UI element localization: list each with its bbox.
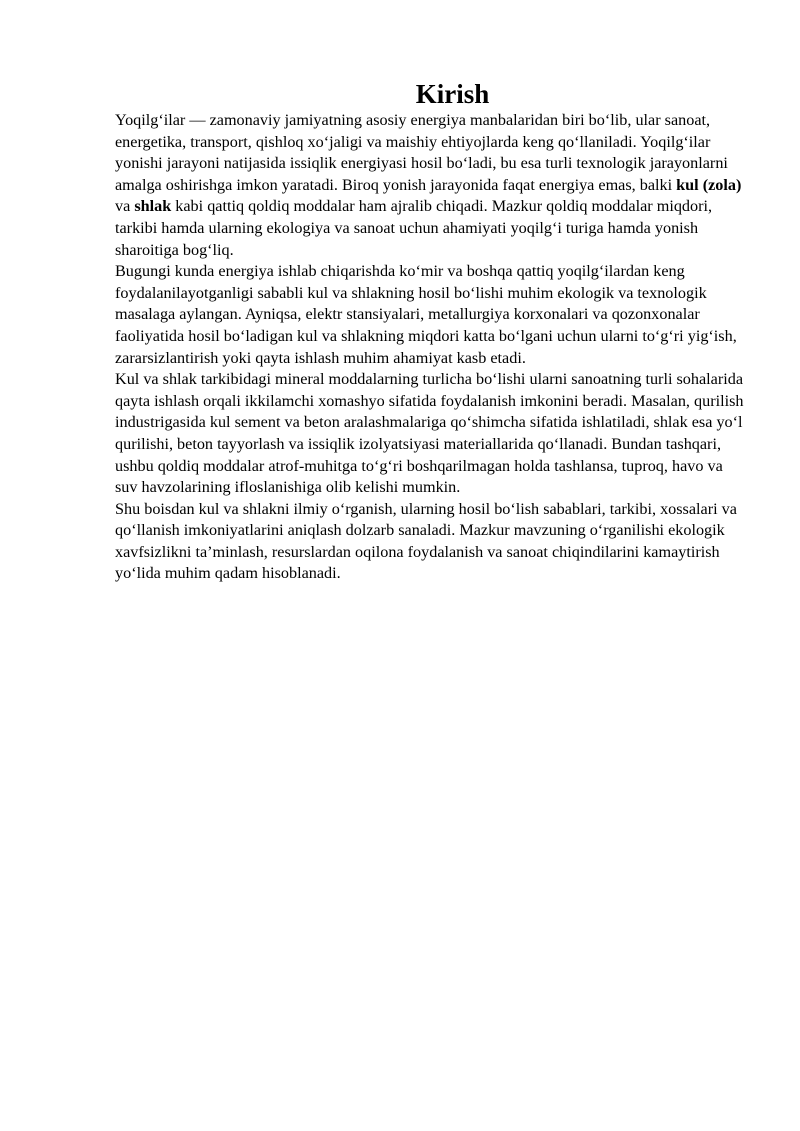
paragraph-1-text-c: kabi qattiq qoldiq moddalar ham ajralib chiqadi. Mazkur qoldiq moddalar miqdori, tarkibi hamda ularning ekologiya va sanoat uchun ahamiyati yoqilg‘i turiga hamda yonish sharoitiga bog‘liq. (115, 197, 713, 259)
paragraph-1 (115, 110, 745, 261)
page-title: Kirish (415, 79, 490, 109)
paragraph-2: Bugungi kunda energiya ishlab chiqarishda ko‘mir va boshqa qattiq yoqilg‘ilardan keng foydalanilayotganligi sababli kul va shlakning hosil bo‘lishi muhim ekologik va texnologik masalaga aylangan. Ayniqsa, elektr stansiyalari, metallurgiya korxonalari va qozonxonalar faoliyatida hosil bo‘ladigan kul va shlakning miqdori katta bo‘lgani uchun ularni to‘g‘ri yig‘ish, zararsizlantirish yoki qayta ishlash muhim ahamiyat kasb etadi. (115, 262, 737, 367)
bold-term-shlak: shlak (134, 197, 172, 216)
paragraph-1-text-a: Yoqilg‘ilar — zamonaviy jamiyatning asosiy energiya manbalaridan biri bo‘lib, ular sanoat, energetika, transport, qishloq xo‘jaligi va maishiy ehtiyojlarda keng qo‘llaniladi. Yoqilg‘ilar yonishi jarayoni natijasida issiqlik energiyasi hosil bo‘ladi, bu esa turli texnologik jarayonlarni amalga oshirishga imkon yaratadi. Biroq yonish jarayonida faqat energiya emas, balki (115, 111, 728, 194)
document-page (115, 78, 745, 585)
paragraph-4: Shu boisdan kul va shlakni ilmiy o‘rganish, ularning hosil bo‘lish sabablari, tarkibi, xossalari va qo‘llanish imkoniyatlarini aniqlash dolzarb sanaladi. Mazkur mavzuning o‘rganilishi ekologik xavfsizlikni ta’minlash, resurslardan oqilona foydalanish va sanoat chiqindilarini kamaytirish yo‘lida muhim qadam hisoblanadi. (115, 499, 737, 583)
paragraph-1-text-b: va (115, 197, 135, 216)
bold-term-kul: kul (zola) (676, 175, 742, 194)
paragraph-3: Kul va shlak tarkibidagi mineral moddalarning turlicha bo‘lishi ularni sanoatning turli sohalarida qayta ishlash orqali ikkilamchi xomashyo sifatida foydalanish imkonini beradi. Masalan, qurilish industrigasida kul sement va beton aralashmalariga qo‘shimcha sifatida ishlatiladi, shlak esa yo‘l qurilishi, beton tayyorlash va issiqlik izolyatsiyasi materiallarida qo‘llanadi. Bundan tashqari, ushbu qoldiq moddalar atrof-muhitga to‘g‘ri boshqarilmagan holda tashlansa, tuproq, havo va suv havzolarining ifloslanishiga olib kelishi mumkin. (115, 370, 744, 497)
